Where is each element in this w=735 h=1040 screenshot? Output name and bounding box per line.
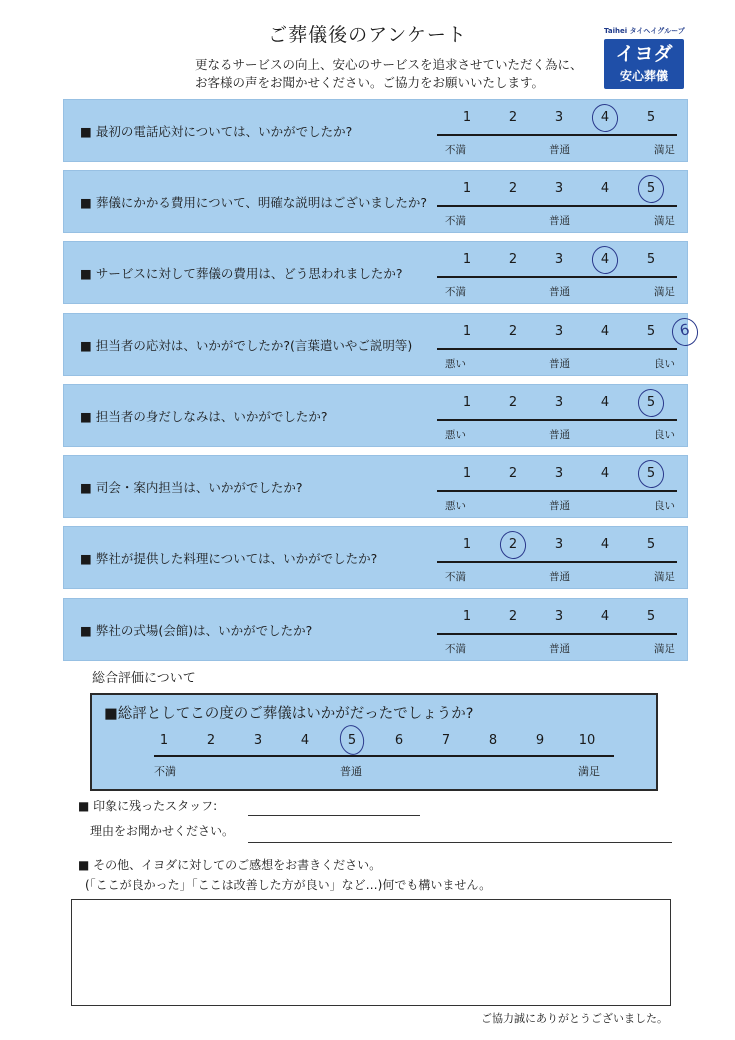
- company-logo: [604, 26, 686, 89]
- staff-reason-field[interactable]: [248, 842, 672, 843]
- question-text: [80, 122, 352, 140]
- question-label: 弊社が提供した料理については、いかがでしたか?: [95, 551, 378, 566]
- intro-text: [195, 56, 583, 92]
- overall-rating-option[interactable]: 10: [578, 733, 596, 748]
- answer-circle: [669, 316, 700, 349]
- scale-mid-label: 普通: [549, 500, 570, 512]
- rating-option[interactable]: 4: [600, 466, 610, 481]
- overall-section-label: 総合評価について: [92, 671, 196, 686]
- overall-rating-option[interactable]: 3: [253, 733, 263, 748]
- scale-line: [437, 348, 677, 350]
- staff-question: ■ 印象に残ったスタッフ:: [78, 799, 218, 813]
- rating-option[interactable]: 5: [646, 609, 656, 624]
- rating-option[interactable]: 1: [462, 110, 472, 125]
- logo-badge: [604, 39, 684, 89]
- rating-scale: [437, 395, 677, 445]
- overall-scale-line: [154, 755, 614, 757]
- scale-low-label: 悪い: [445, 358, 466, 370]
- scale-high-label: 満足: [654, 643, 675, 655]
- rating-option[interactable]: 1: [462, 252, 472, 267]
- intro-line-1: 更なるサービスの向上、安心のサービスを追求させていただく為に、: [195, 57, 583, 72]
- rating-option[interactable]: 2: [508, 252, 518, 267]
- rating-option[interactable]: 1: [462, 395, 472, 410]
- overall-rating-box: [90, 693, 658, 791]
- scale-low-label: 悪い: [445, 429, 466, 441]
- question-marker: ■: [80, 338, 92, 353]
- rating-scale: [437, 181, 677, 231]
- answer-circle: [635, 173, 666, 206]
- scale-high-label: 良い: [654, 358, 675, 370]
- rating-option[interactable]: 5: [646, 395, 656, 410]
- rating-option[interactable]: 2: [508, 609, 518, 624]
- rating-option[interactable]: 5: [646, 324, 656, 339]
- question-label: 担当者の応対は、いかがでしたか?(言葉遣いやご説明等): [95, 338, 413, 353]
- scale-low-label: 不満: [445, 571, 466, 583]
- question-marker: ■: [80, 266, 92, 281]
- question-text: [80, 478, 302, 496]
- question-text: [80, 407, 327, 425]
- overall-rating-option[interactable]: 1: [159, 733, 169, 748]
- rating-option[interactable]: 3: [554, 466, 564, 481]
- answer-circle: [589, 244, 620, 277]
- written-answer: 6: [678, 320, 692, 340]
- overall-rating-option[interactable]: 7: [441, 733, 451, 748]
- overall-high-label: 満足: [578, 765, 600, 778]
- question-marker: ■: [80, 551, 92, 566]
- rating-scale: [437, 110, 677, 160]
- question-marker: ■: [80, 409, 92, 424]
- scale-high-label: 満足: [654, 286, 675, 298]
- scale-low-label: 悪い: [445, 500, 466, 512]
- rating-option[interactable]: 1: [462, 324, 472, 339]
- question-text: [80, 193, 427, 211]
- rating-option[interactable]: 2: [508, 466, 518, 481]
- question-box: [63, 455, 688, 518]
- rating-option[interactable]: 2: [508, 537, 518, 552]
- rating-option[interactable]: 3: [554, 324, 564, 339]
- question-text: [80, 264, 402, 282]
- overall-question: ■総評としてこの度のご葬儀はいかがだったでしょうか?: [104, 706, 474, 722]
- rating-scale: [437, 537, 677, 587]
- question-box: [63, 526, 688, 589]
- scale-high-label: 良い: [654, 429, 675, 441]
- rating-option[interactable]: 5: [646, 110, 656, 125]
- rating-option[interactable]: 1: [462, 537, 472, 552]
- scale-mid-label: 普通: [549, 429, 570, 441]
- logo-tagline: 安心葬儀: [619, 69, 668, 83]
- scale-low-label: 不満: [445, 215, 466, 227]
- question-text: [80, 336, 412, 354]
- rating-option[interactable]: 1: [462, 181, 472, 196]
- rating-option[interactable]: 3: [554, 537, 564, 552]
- question-marker: ■: [80, 480, 92, 495]
- question-label: 司会・案内担当は、いかがでしたか?: [95, 480, 303, 495]
- scale-mid-label: 普通: [549, 643, 570, 655]
- comments-question: ■ その他、イヨダに対してのご感想をお書きください。: [78, 858, 382, 872]
- overall-scale: [154, 733, 614, 783]
- rating-option[interactable]: 3: [554, 110, 564, 125]
- scale-low-label: 不満: [445, 144, 466, 156]
- answer-circle: [589, 102, 620, 135]
- rating-option[interactable]: 4: [600, 110, 610, 125]
- rating-option[interactable]: 2: [508, 395, 518, 410]
- overall-low-label: 不満: [154, 765, 176, 778]
- rating-option[interactable]: 4: [600, 395, 610, 410]
- rating-option[interactable]: 3: [554, 252, 564, 267]
- question-box: [63, 384, 688, 447]
- survey-title: ご葬儀後のアンケート: [268, 24, 467, 46]
- rating-option[interactable]: 3: [554, 181, 564, 196]
- question-marker: ■: [80, 195, 92, 210]
- rating-scale: [437, 252, 677, 302]
- scale-high-label: 満足: [654, 571, 675, 583]
- scale-mid-label: 普通: [549, 144, 570, 156]
- answer-circle: [497, 529, 528, 562]
- overall-rating-option[interactable]: 5: [347, 733, 357, 748]
- scale-mid-label: 普通: [549, 571, 570, 583]
- logo-name: イヨダ: [615, 43, 673, 65]
- question-label: サービスに対して葬儀の費用は、どう思われましたか?: [95, 266, 403, 281]
- rating-option[interactable]: 5: [646, 537, 656, 552]
- intro-line-2: お客様の声をお聞かせください。ご協力をお願いいたします。: [195, 75, 545, 90]
- rating-option[interactable]: 3: [554, 395, 564, 410]
- rating-option[interactable]: 2: [508, 181, 518, 196]
- rating-option[interactable]: 4: [600, 609, 610, 624]
- question-label: 葬儀にかかる費用について、明確な説明はございましたか?: [95, 195, 427, 210]
- scale-line: [437, 134, 677, 136]
- rating-option[interactable]: 3: [554, 609, 564, 624]
- scale-low-label: 不満: [445, 643, 466, 655]
- question-box: [63, 99, 688, 162]
- comments-hint: (「ここが良かった」「ここは改善した方が良い」など…)何でも構いません。: [85, 878, 492, 892]
- scale-mid-label: 普通: [549, 286, 570, 298]
- scale-mid-label: 普通: [549, 358, 570, 370]
- overall-rating-option[interactable]: 9: [535, 733, 545, 748]
- logo-group-name: Taihei タイヘイグループ: [604, 27, 685, 35]
- staff-name-field[interactable]: [248, 815, 420, 816]
- rating-option[interactable]: 2: [508, 324, 518, 339]
- rating-option[interactable]: 2: [508, 110, 518, 125]
- question-box: [63, 170, 688, 233]
- thanks-note: ご協力誠にありがとうございました。: [481, 1012, 668, 1025]
- overall-rating-option[interactable]: 6: [394, 733, 404, 748]
- rating-option[interactable]: 4: [600, 252, 610, 267]
- rating-option[interactable]: 5: [646, 466, 656, 481]
- question-text: [80, 621, 312, 639]
- overall-mid-label: 普通: [340, 765, 362, 778]
- scale-high-label: 満足: [654, 215, 675, 227]
- scale-line: [437, 276, 677, 278]
- overall-rating-option[interactable]: 4: [300, 733, 310, 748]
- scale-line: [437, 633, 677, 635]
- overall-rating-option[interactable]: 2: [206, 733, 216, 748]
- rating-option[interactable]: 5: [646, 181, 656, 196]
- scale-high-label: 満足: [654, 144, 675, 156]
- question-label: 最初の電話応対については、いかがでしたか?: [95, 124, 353, 139]
- question-marker: ■: [80, 623, 92, 638]
- scale-high-label: 良い: [654, 500, 675, 512]
- question-label: 担当者の身だしなみは、いかがでしたか?: [95, 409, 328, 424]
- rating-option[interactable]: 4: [600, 181, 610, 196]
- rating-option[interactable]: 4: [600, 324, 610, 339]
- scale-line: [437, 490, 677, 492]
- scale-mid-label: 普通: [549, 215, 570, 227]
- staff-reason-label: 理由をお聞かせください。: [90, 824, 235, 838]
- rating-option[interactable]: 4: [600, 537, 610, 552]
- rating-option[interactable]: 1: [462, 466, 472, 481]
- answer-circle: [635, 387, 666, 420]
- question-label: 弊社の式場(会館)は、いかがでしたか?: [95, 623, 313, 638]
- rating-option[interactable]: 5: [646, 252, 656, 267]
- question-box: [63, 313, 692, 376]
- answer-circle: [635, 458, 666, 491]
- overall-rating-option[interactable]: 8: [488, 733, 498, 748]
- rating-scale: [437, 466, 677, 516]
- comments-box[interactable]: [71, 899, 671, 1006]
- rating-scale: [437, 609, 677, 659]
- rating-scale: [437, 320, 692, 374]
- scale-low-label: 不満: [445, 286, 466, 298]
- rating-option[interactable]: 1: [462, 609, 472, 624]
- scale-line: [437, 561, 677, 563]
- scale-line: [437, 205, 677, 207]
- question-box: [63, 598, 688, 661]
- overall-answer-circle: [337, 723, 367, 757]
- scale-line: [437, 419, 677, 421]
- question-box: [63, 241, 688, 304]
- question-text: [80, 549, 377, 567]
- question-marker: ■: [80, 124, 92, 139]
